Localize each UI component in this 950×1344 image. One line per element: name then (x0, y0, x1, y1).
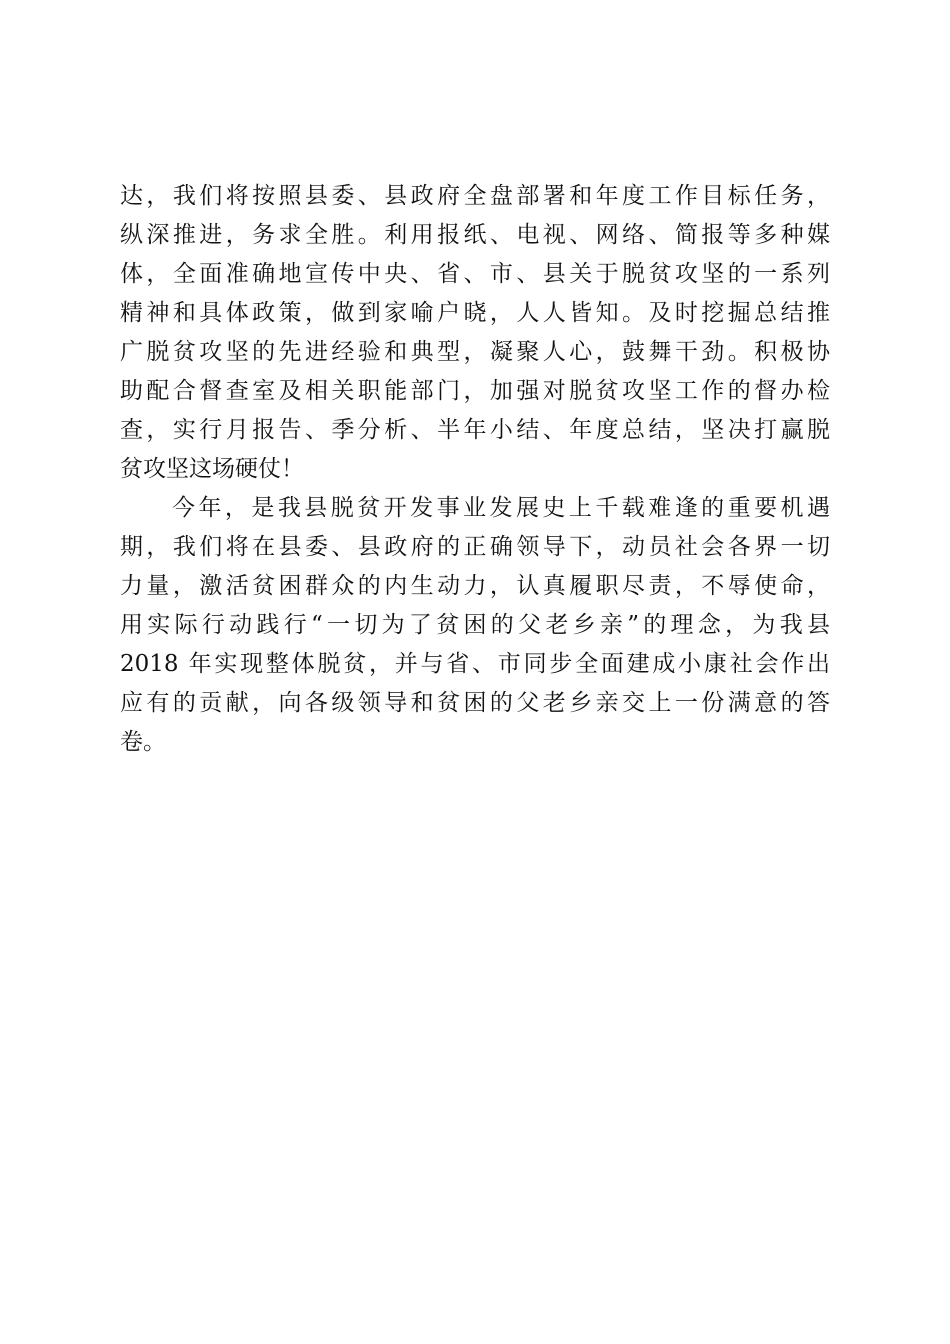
text-line: 2018 年实现整体脱贫，并与省、市同步全面建成小康社会作出 (120, 651, 830, 677)
text-line: 用实际行动践行“一切为了贫困的父老乡亲”的理念，为我县 (120, 612, 830, 638)
text-line: 力量，激活贫困群众的内生动力，认真履职尽责，不辱使命， (120, 573, 830, 599)
paragraph-2 (120, 489, 830, 762)
text-line: 卷。 (120, 729, 166, 755)
text-line: 精神和具体政策，做到家喻户晓，人人皆知。及时挖掘总结推 (120, 300, 830, 326)
text-line: 贫攻坚这场硬仗！ (120, 456, 304, 482)
text-line: 应有的贡献，向各级领导和贫困的父老乡亲交上一份满意的答 (120, 690, 830, 716)
text-line: 广脱贫攻坚的先进经验和典型，凝聚人心，鼓舞干劲。积极协 (120, 339, 830, 365)
text-line: 达，我们将按照县委、县政府全盘部署和年度工作目标任务， (120, 183, 830, 209)
text-line: 期，我们将在县委、县政府的正确领导下，动员社会各界一切 (120, 534, 830, 560)
text-line: 今年，是我县脱贫开发事业发展史上千载难逢的重要机遇 (172, 495, 830, 521)
text-line: 助配合督查室及相关职能部门，加强对脱贫攻坚工作的督办检 (120, 378, 830, 404)
text-line: 体，全面准确地宣传中央、省、市、县关于脱贫攻坚的一系列 (120, 261, 830, 287)
document-body (120, 177, 830, 762)
paragraph-1 (120, 177, 830, 489)
text-line: 查，实行月报告、季分析、半年小结、年度总结，坚决打赢脱 (120, 417, 830, 443)
text-line: 纵深推进，务求全胜。利用报纸、电视、网络、简报等多种媒 (120, 222, 830, 248)
